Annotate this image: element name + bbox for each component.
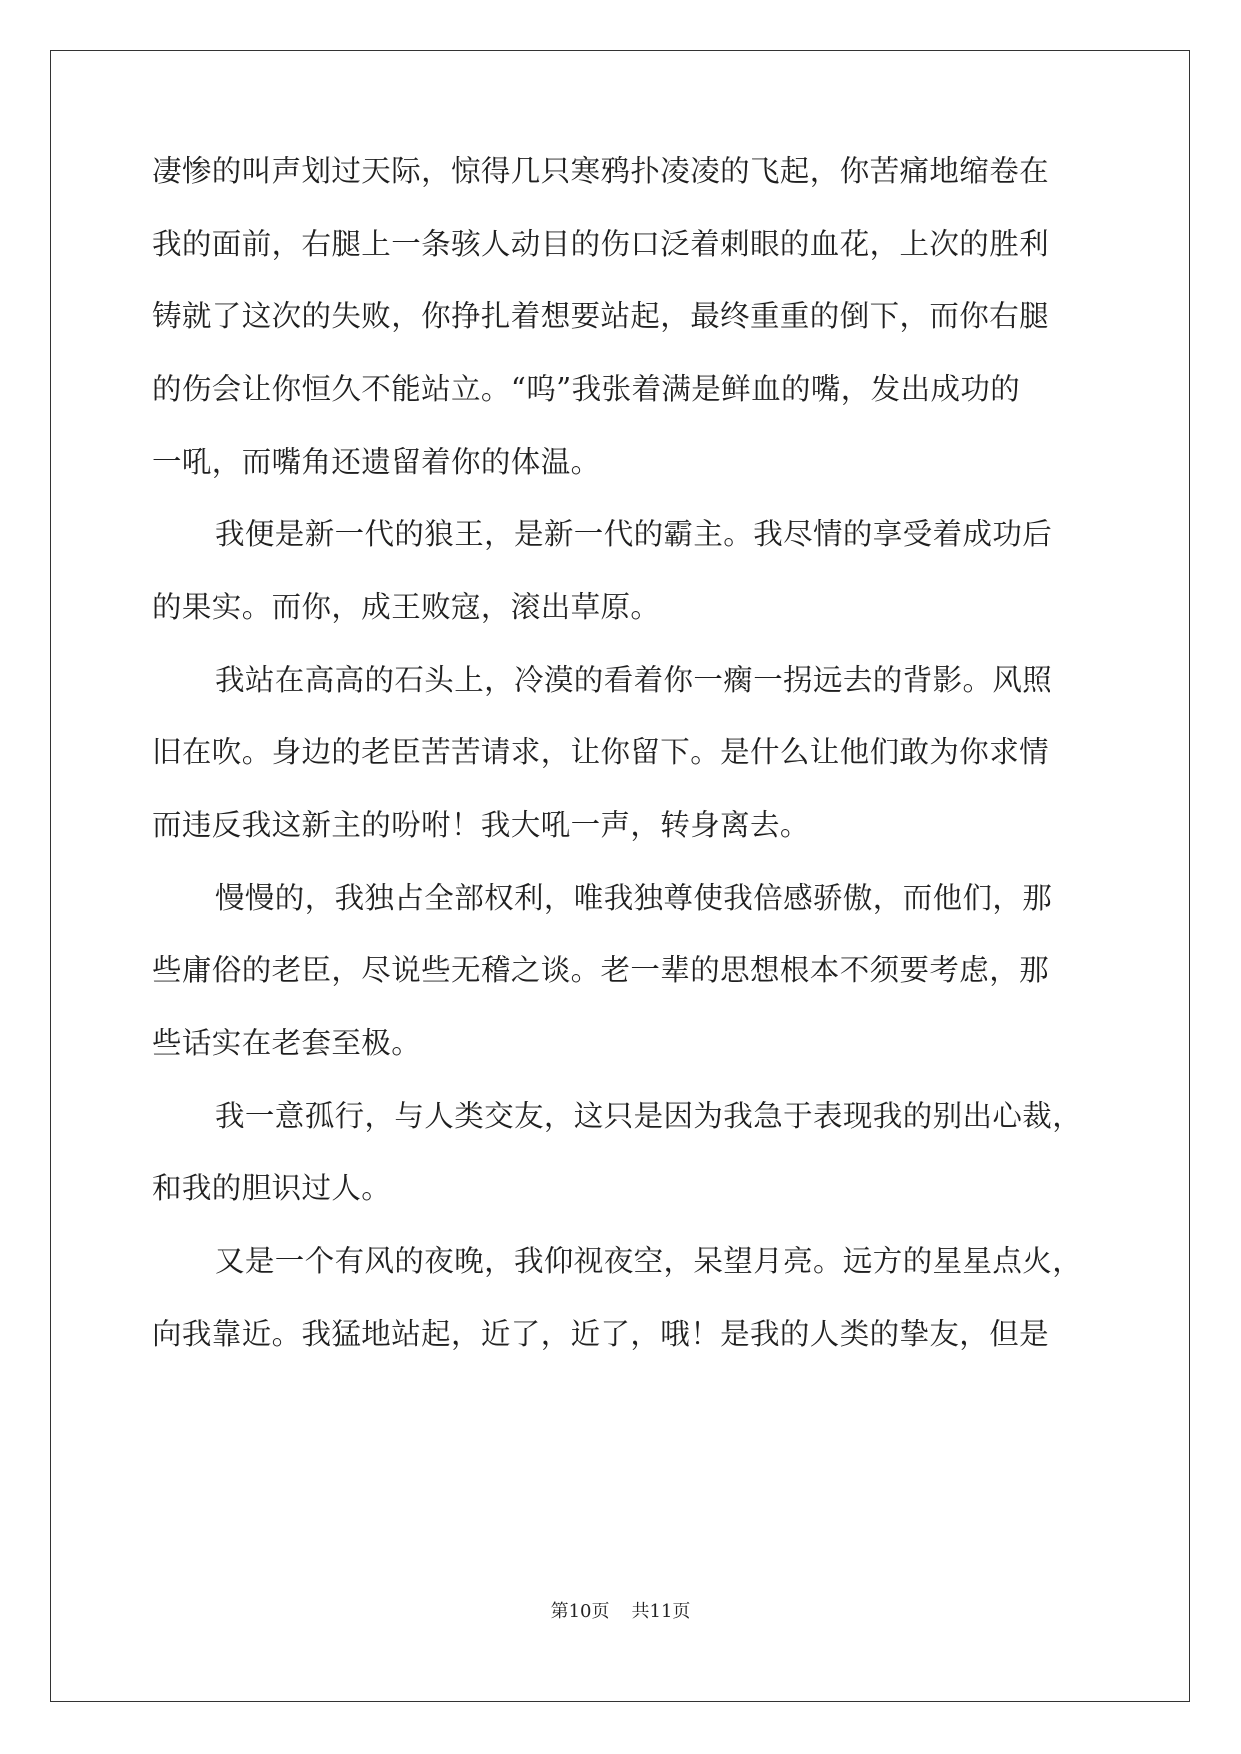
text-line: 而违反我这新主的吩咐！我大吼一声，转身离去。 (152, 808, 810, 842)
text-line: 的果实。而你，成王败寇，滚出草原。 (152, 590, 661, 624)
text-line: 旧在吹。身边的老臣苦苦请求，让你留下。是什么让他们敢为你求情 (152, 735, 1050, 769)
text-line: 一吼，而嘴角还遗留着你的体温。 (152, 445, 601, 479)
text-line: 凄惨的叫声划过天际，惊得几只寒鸦扑凌凌的飞起，你苦痛地缩卷在 (152, 154, 1050, 188)
paragraph-start-line: 我一意孤行，与人类交友，这只是因为我急于表现我的别出心裁， (215, 1099, 1083, 1133)
paragraph-start-line: 我站在高高的石头上，冷漠的看着你一瘸一拐远去的背影。风照 (215, 663, 1053, 697)
text-line: 向我靠近。我猛地站起，近了，近了，哦！是我的人类的挚友，但是 (152, 1317, 1050, 1351)
text-line: 些话实在老套至极。 (152, 1026, 422, 1060)
text-line: 些庸俗的老臣，尽说些无稽之谈。老一辈的思想根本不须要考虑，那 (152, 953, 1050, 987)
page-number: 第10页 (550, 1601, 610, 1622)
text-line: 我的面前，右腿上一条骇人动目的伤口泛着刺眼的血花，上次的胜利 (152, 227, 1050, 261)
text-line: 铸就了这次的失败，你挣扎着想要站起，最终重重的倒下，而你右腿 (152, 299, 1050, 333)
page-border (50, 50, 1190, 1702)
text-line: 的伤会让你恒久不能站立。“呜”我张着满是鲜血的嘴，发出成功的 (152, 372, 1021, 406)
paragraph-start-line: 我便是新一代的狼王，是新一代的霸主。我尽情的享受着成功后 (215, 517, 1053, 551)
page-total: 共11页 (631, 1601, 691, 1622)
page-footer (0, 1597, 1241, 1623)
paragraph-start-line: 慢慢的，我独占全部权利，唯我独尊使我倍感骄傲，而他们，那 (215, 881, 1053, 915)
text-line: 和我的胆识过人。 (152, 1171, 392, 1205)
paragraph-start-line: 又是一个有风的夜晚，我仰视夜空，呆望月亮。远方的星星点火， (215, 1244, 1083, 1278)
